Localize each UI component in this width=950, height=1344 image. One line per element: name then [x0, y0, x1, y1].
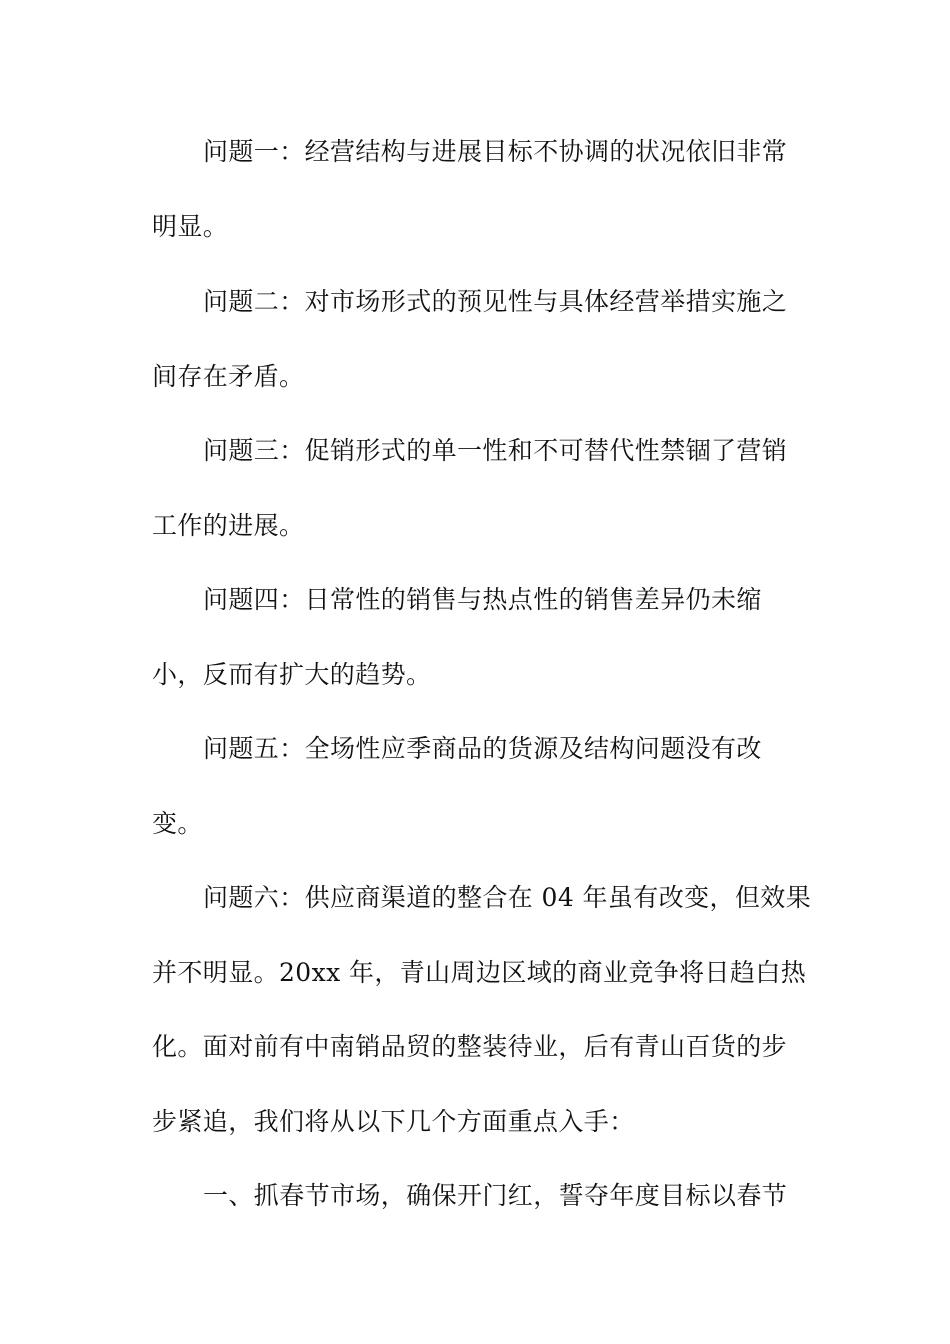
paragraph-line: 间存在矛盾。 — [152, 362, 305, 391]
paragraph-line: 问题二：对市场形式的预见性与具体经营举措实施之 — [203, 287, 788, 316]
paragraph-line: 一、抓春节市场，确保开门红，誓夺年度目标以春节 — [203, 1181, 788, 1210]
paragraph-line: 小，反而有扩大的趋势。 — [152, 660, 432, 689]
paragraph-line: 并不明显。20xx 年，青山周边区域的商业竞争将日趋白热 — [152, 958, 807, 987]
paragraph-line: 问题四：日常性的销售与热点性的销售差异仍未缩 — [203, 585, 762, 614]
paragraph-line: 问题六：供应商渠道的整合在 04 年虽有改变，但效果 — [203, 883, 812, 912]
paragraph-line: 明显。 — [152, 212, 229, 241]
paragraph-line: 问题一：经营结构与进展目标不协调的状况依旧非常 — [203, 137, 788, 166]
paragraph-line: 工作的进展。 — [152, 511, 305, 540]
paragraph-line: 化。面对前有中南销品贸的整装待业，后有青山百货的步 — [152, 1032, 788, 1061]
paragraph-line: 问题三：促销形式的单一性和不可替代性禁锢了营销 — [203, 436, 788, 465]
paragraph-line: 步紧追，我们将从以下几个方面重点入手： — [152, 1107, 635, 1136]
paragraph-line: 问题五：全场性应季商品的货源及结构问题没有改 — [203, 734, 762, 763]
paragraph-line: 变。 — [152, 809, 203, 838]
